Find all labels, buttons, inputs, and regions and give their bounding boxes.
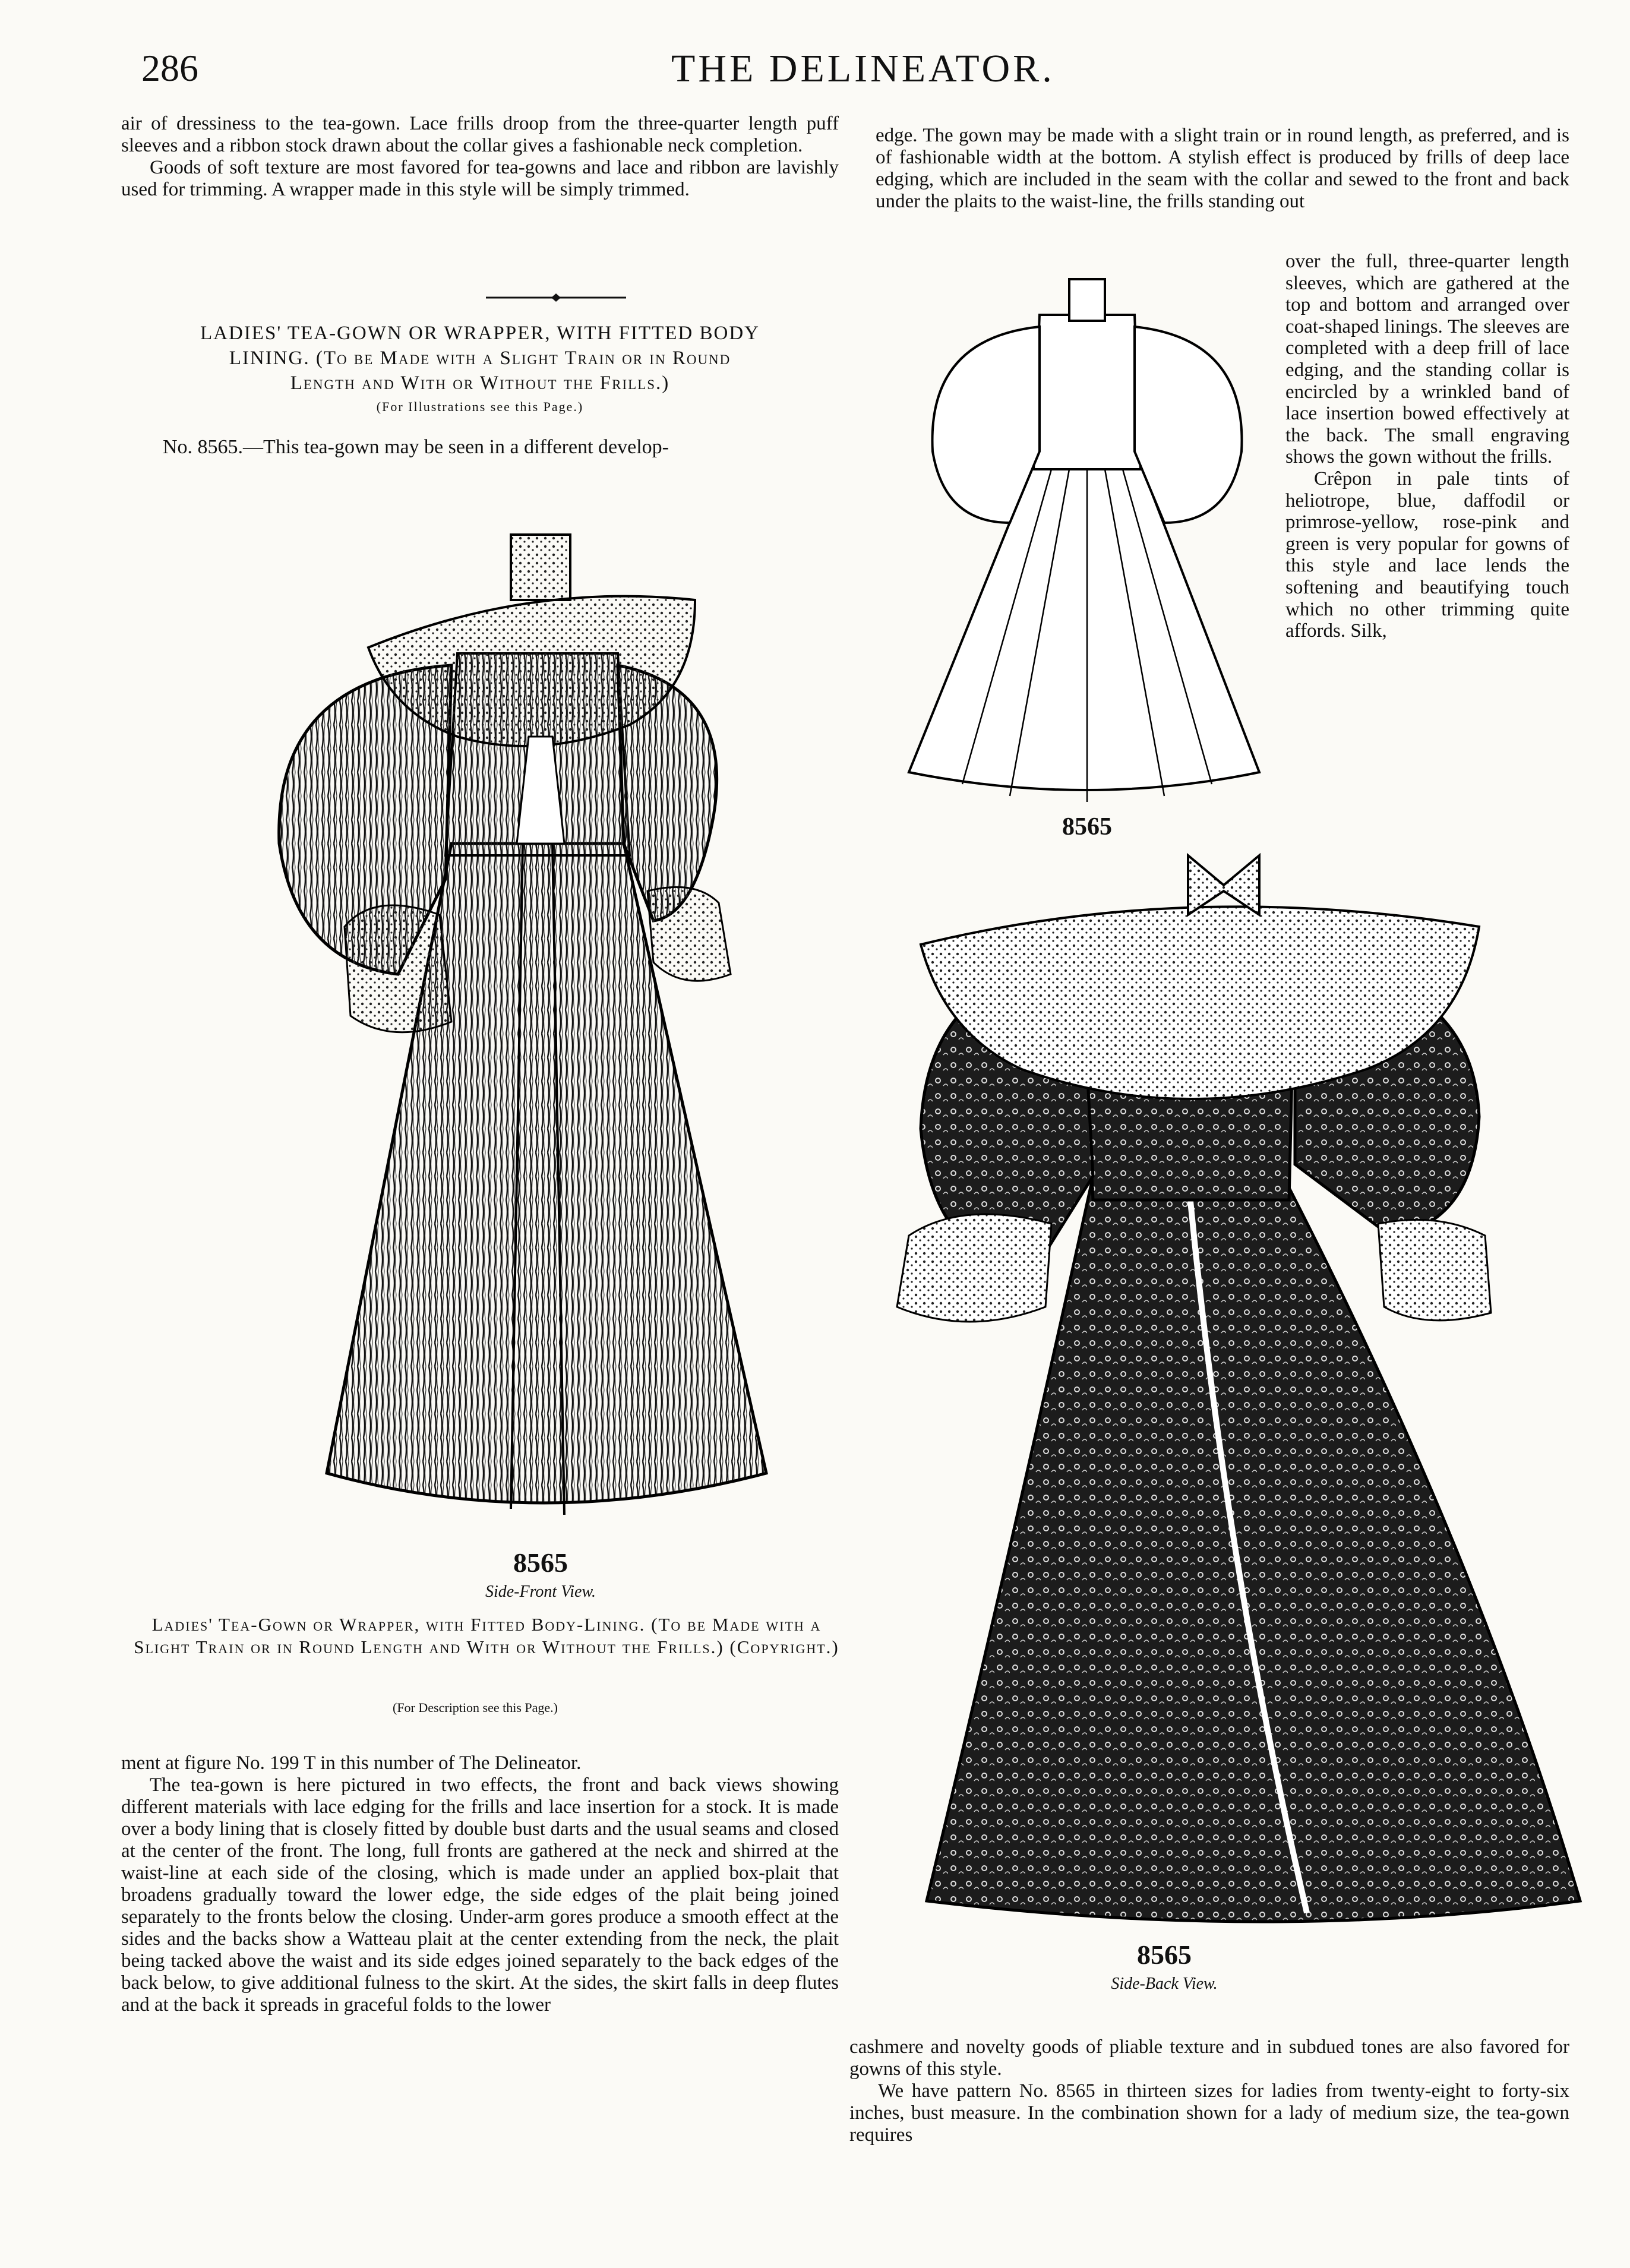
figure-number: 8565 bbox=[1137, 1940, 1192, 1970]
description-note: (For Description see this Page.) bbox=[393, 1700, 558, 1715]
gown-side-front-illustration bbox=[244, 511, 838, 1544]
paragraph: over the full, three-quarter length sleeves, which are gathered at the top and bottom and arranged over coat-shaped linings. The sleeves are completed with a deep frill of lace edging, and the standing collar is encircled by a wrinkled band of lace insertion bowed effectively at the back. The small engraving shows the gown without the frills. bbox=[1285, 251, 1569, 468]
right-narrow-text bbox=[1285, 251, 1569, 642]
paragraph: Crêpon in pale tints of heliotrope, blue, daffodil or primrose-yellow, rose-pink and green is very popular for gowns of this style and lace lends the softening and beautifying touch which no other trimming quite affords. Silk, bbox=[1285, 468, 1569, 642]
paragraph: cashmere and novelty goods of pliable texture and in subdued tones are also favored for gowns of this style. bbox=[849, 2036, 1569, 2080]
right-bottom-text bbox=[849, 2036, 1569, 2146]
paragraph: ment at figure No. 199 T in this number of The Delineator. bbox=[121, 1752, 582, 1774]
left-bottom-text bbox=[121, 1752, 839, 2016]
right-top-text: edge. The gown may be made with a slight train or in round length, as preferred, and is of fashionable width at the bottom. A stylish effect is produced by frills of deep lace edging, which are included in the seam with the collar and sewed to the front and back under the plaits to the waist-line, the frills standing out bbox=[876, 125, 1569, 212]
article-title-line: LINING. (To be Made with a Slight Train or in Round bbox=[229, 348, 731, 369]
illustrations-note: (For Illustrations see this Page.) bbox=[376, 399, 584, 414]
figure-view-label: Side-Back View. bbox=[1111, 1975, 1218, 1993]
figure-caption: Ladies' Tea-Gown or Wrapper, with Fitted Body-Lining. (To be Made with a Slight Train or in Round Length and With or Without the Frills.) (Copyright.) bbox=[134, 1614, 839, 1657]
paragraph: We have pattern No. 8565 in thirteen sizes for ladies from twenty-eight to forty-six inches, bust measure. In the combination shown for a lady of medium size, the tea-gown requires bbox=[849, 2080, 1569, 2146]
paragraph: Goods of soft texture are most favored for tea-gowns and lace and ribbon are lavishly used for trimming. A wrapper made in this style will be simply trimmed. bbox=[121, 157, 839, 200]
page-number: 286 bbox=[141, 47, 198, 89]
gown-side-back-illustration bbox=[855, 844, 1592, 1942]
article-title-line: LADIES' TEA-GOWN OR WRAPPER, WITH FITTED BODY bbox=[200, 323, 760, 344]
section-divider bbox=[486, 292, 626, 303]
article-title bbox=[121, 321, 839, 416]
running-head: THE DELINEATOR. bbox=[671, 47, 1055, 90]
intro-line: No. 8565.—This tea-gown may be seen in a different develop- bbox=[163, 436, 669, 458]
article-title-line: Length and With or Without the Frills.) bbox=[290, 372, 670, 394]
left-top-text bbox=[121, 113, 839, 201]
figure-number: 8565 bbox=[1062, 813, 1112, 841]
gown-without-frills-illustration bbox=[891, 273, 1271, 820]
figure-number: 8565 bbox=[513, 1547, 568, 1578]
paragraph: air of dressiness to the tea-gown. Lace frills droop from the three-quarter length puff sleeves and a ribbon stock drawn about the collar gives a fashionable neck completion. bbox=[121, 113, 839, 156]
paragraph: The tea-gown is here pictured in two effects, the front and back views showing different materials with lace edging for the frills and lace insertion for a stock. It is made over a body lining that is closely fitted by double bust darts and the usual seams and closed at the center of the front. The long, full fronts are gathered at the neck and shirred at the waist-line at each side of the closing, which is made under an applied box-plait that broadens gradually toward the lower edge, the side edges of the plait being joined separately to the fronts below the closing. Under-arm gores produce a smooth effect at the sides and the backs show a Watteau plait at the center extending from the neck, the plait being tacked above the waist and its side edges joined separately to the back edges of the back below, to give additional fulness to the skirt. At the sides, the skirt falls in deep flutes and at the back it spreads in graceful folds to the lower bbox=[121, 1774, 839, 2016]
figure-view-label: Side-Front View. bbox=[485, 1582, 596, 1601]
